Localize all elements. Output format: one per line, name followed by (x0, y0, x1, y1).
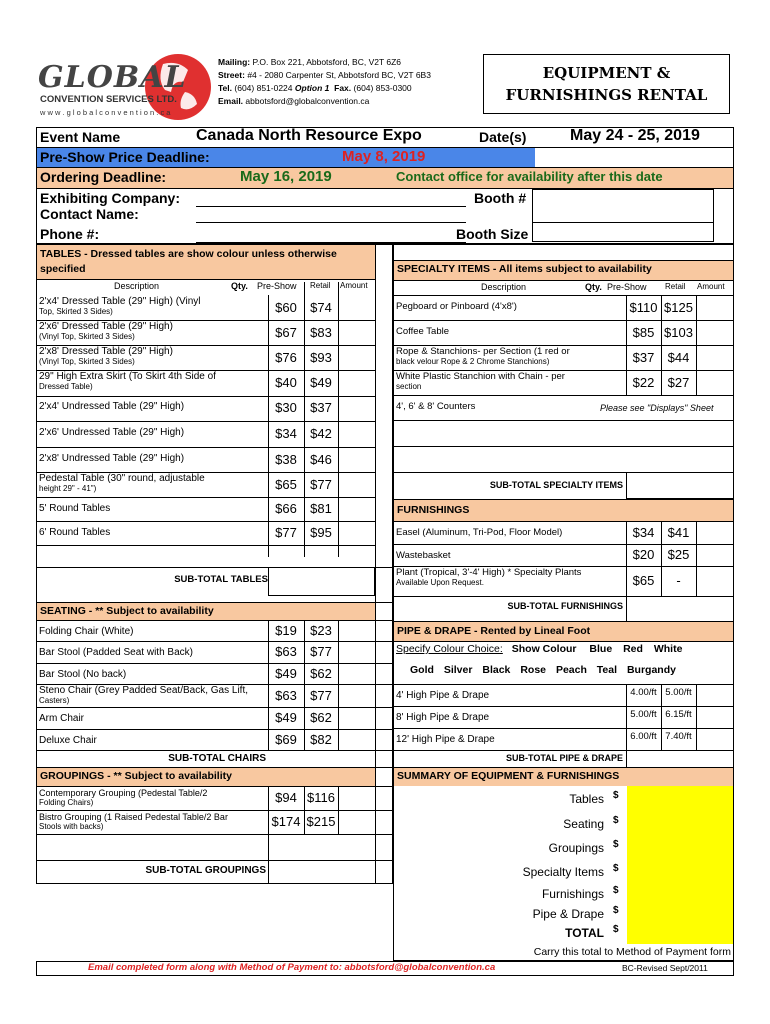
table-item-preshow-price: $34 (275, 426, 297, 441)
groupings-heading (37, 768, 375, 786)
grouping-item-amount-input[interactable] (338, 786, 375, 810)
table-item-amount-input[interactable] (338, 345, 375, 370)
col-preshow: Pre-Show (257, 281, 297, 291)
summary-row-label: Tables (569, 792, 604, 806)
pipe-item-retail-price: 6.15/ft (665, 709, 692, 720)
table-item-retail-price: $42 (310, 426, 332, 441)
ordering-label: Ordering Deadline: (40, 169, 167, 185)
seating-item-amount-input[interactable] (338, 729, 375, 750)
table-item-row (39, 454, 269, 464)
logo-url: w w w . g l o b a l c o n v e n t i o n . c a (40, 108, 171, 117)
specialty-item-retail-price: $103 (664, 324, 693, 340)
option-label: Option 1 (294, 83, 330, 93)
title-line-1: EQUIPMENT & (542, 64, 671, 82)
summary-amount-input[interactable] (627, 887, 733, 907)
colour-choice-label: Specify Colour Choice: (396, 643, 503, 655)
grouping-item-desc-2: Stools with backs) (39, 822, 104, 831)
specialty-item-desc-2: section (396, 382, 422, 391)
table-item-amount-input[interactable] (338, 395, 375, 421)
exhibiting-label: Exhibiting Company: (40, 190, 180, 206)
furnishing-item-desc: Easel (Aluminum, Tri-Pod, Floor Model) (396, 527, 563, 538)
table-item-preshow-price: $38 (275, 451, 297, 467)
specialty-item-preshow-price: $37 (632, 349, 655, 365)
event-name-label: Event Name (40, 129, 121, 145)
table-item-desc: 5' Round Tables (39, 503, 111, 514)
logo-subtitle: CONVENTION SERVICES LTD. (40, 94, 177, 105)
carry-note: Carry this total to Method of Payment form (533, 946, 731, 958)
grouping-item-desc-2: Folding Chairs) (39, 798, 94, 807)
specialty-item-amount-input[interactable] (696, 320, 734, 345)
seating-item-desc: Steno Chair (Grey Padded Seat/Back, Gas Lift, (39, 685, 248, 696)
booth-input[interactable] (532, 189, 714, 223)
table-item-preshow-price: $30 (275, 400, 297, 415)
summary-currency: $ (613, 839, 619, 850)
seating-item-desc-2: Casters) (39, 696, 70, 705)
table-item-desc: 2'x8' Dressed Table (29" High) (39, 346, 173, 357)
seating-item-retail-price: $62 (310, 710, 332, 725)
specialty-heading-text: SPECIALTY ITEMS - All items subject to availability (397, 263, 652, 275)
table-item-desc: 2'x4' Undressed Table (29" High) (39, 401, 185, 412)
grouping-item-preshow-price: $94 (275, 790, 297, 805)
pipe-heading-text: PIPE & DRAPE - Rented by Lineal Foot (397, 625, 591, 637)
table-item-retail-price: $95 (310, 525, 332, 540)
table-item-desc-2: Dressed Table) (39, 382, 93, 391)
col-qty: Qty. (231, 281, 248, 291)
furnishing-item-retail-price: - (676, 573, 681, 588)
seating-item-amount-input[interactable] (338, 684, 375, 707)
seating-heading (37, 603, 375, 620)
table-item-row (39, 297, 269, 317)
pipe-item-retail-price: 5.00/ft (665, 687, 692, 698)
tel-label: Tel. (218, 83, 233, 93)
title-box (483, 54, 730, 114)
booth-label: Booth # (474, 190, 527, 206)
grouping-item-qty-input[interactable] (230, 810, 268, 834)
specialty-subtotal-label: SUB-TOTAL SPECIALTY ITEMS (489, 480, 623, 490)
table-item-preshow-price: $66 (275, 501, 297, 516)
specialty-item-qty-input[interactable] (590, 320, 626, 345)
furnishing-item-preshow-price: $20 (632, 547, 655, 562)
table-item-desc: 2'x6' Undressed Table (29" High) (39, 427, 185, 438)
colour-teal[interactable]: Teal (596, 664, 618, 676)
furnishing-item-qty-input[interactable] (590, 566, 626, 596)
furnishing-item-qty-input[interactable] (590, 544, 626, 566)
colour-black[interactable]: Black (482, 664, 511, 676)
table-item-retail-price: $81 (310, 501, 332, 516)
specialty-item-desc: 4', 6' & 8' Counters (396, 401, 476, 412)
grouping-item-amount-input[interactable] (338, 810, 375, 834)
table-item-preshow-price: $60 (275, 299, 297, 315)
colour-blue[interactable]: Blue (589, 643, 613, 655)
tables-subtotal-input[interactable] (268, 567, 375, 596)
footer-email-note: Email completed form along with Method of Payment to: abbotsford@globalconvention.ca (88, 962, 496, 973)
seating-item-qty-input[interactable] (230, 729, 268, 750)
counters-note: Please see "Displays" Sheet (600, 403, 714, 413)
furnishing-item-preshow-price: $65 (632, 573, 655, 588)
table-item-row (39, 504, 269, 514)
mailing-address: P.O. Box 221, Abbotsford, BC, V2T 6Z6 (252, 57, 402, 67)
colour-show[interactable]: Show Colour (511, 643, 577, 655)
seating-item-retail-price: $23 (310, 622, 332, 638)
col-amount-r: Amount (697, 282, 725, 291)
summary-currency: $ (613, 863, 619, 874)
table-item-amount-input[interactable] (338, 320, 375, 345)
pipe-item-desc: 8' High Pipe & Drape (396, 712, 490, 723)
logo-word: GLOBAL (38, 60, 187, 95)
phone-label: Phone #: (40, 226, 100, 242)
colour-choice-row-2 (410, 664, 676, 676)
furnishings-heading-text: FURNISHINGS (397, 504, 470, 516)
street-label: Street: (218, 70, 245, 80)
table-item-qty-input[interactable] (190, 421, 230, 447)
seating-item-amount-input[interactable] (338, 620, 375, 641)
fax-label: Fax. (334, 83, 352, 93)
col-amount: Amount (340, 281, 368, 290)
specialty-item-preshow-price: $22 (632, 374, 655, 390)
summary-currency: $ (613, 790, 619, 801)
dates-label: Date(s) (479, 129, 527, 145)
summary-row-label: TOTAL (565, 926, 604, 940)
specialty-item-amount-input[interactable] (696, 295, 734, 320)
colour-burgandy[interactable]: Burgandy (626, 664, 676, 676)
groupings-subtotal-label: SUB-TOTAL GROUPINGS (145, 865, 266, 876)
table-item-amount-input[interactable] (338, 370, 375, 396)
grouping-item-retail-price: $116 (307, 790, 335, 805)
preshow-date: May 8, 2019 (342, 148, 426, 165)
seating-subtotal-label: SUB-TOTAL CHAIRS (168, 753, 266, 764)
table-item-desc: 29" High Extra Skirt (To Skirt 4th Side of (39, 371, 216, 382)
mailing-label: Mailing: (218, 57, 251, 67)
seating-item-preshow-price: $63 (275, 644, 297, 659)
table-item-retail-price: $74 (310, 299, 332, 315)
event-dates: May 24 - 25, 2019 (570, 127, 700, 144)
table-item-amount-input[interactable] (338, 497, 375, 521)
table-item-qty-input[interactable] (190, 345, 230, 370)
table-item-qty-input[interactable] (190, 472, 230, 497)
seating-item-desc: Bar Stool (Padded Seat with Back) (39, 647, 193, 658)
colour-peach[interactable]: Peach (555, 664, 587, 676)
col-retail: Retail (310, 281, 331, 290)
ordering-date: May 16, 2019 (240, 168, 332, 185)
grouping-item-retail-price: $215 (306, 814, 336, 829)
table-item-desc-2: height 29" - 41") (39, 484, 97, 493)
furnishing-item-amount-input[interactable] (696, 521, 734, 544)
seating-item-preshow-price: $19 (275, 622, 297, 638)
table-item-desc: 6' Round Tables (39, 527, 111, 538)
summary-row-label: Specialty Items (522, 865, 604, 879)
summary-amount-input[interactable] (627, 841, 733, 861)
table-item-qty-input[interactable] (190, 497, 230, 521)
furnishing-item-amount-input[interactable] (696, 566, 734, 596)
furnishing-item-retail-price: $41 (667, 524, 690, 540)
pipe-item-preshow-price: 4.00/ft (630, 687, 657, 698)
table-item-preshow-price: $76 (275, 349, 297, 365)
seating-item-retail-price: $77 (310, 687, 332, 703)
groupings-heading-text: GROUPINGS - ** Subject to availability (40, 770, 232, 782)
street-address: #4 - 2080 Carpenter St, Abbotsford BC, V2T 6B3 (247, 70, 431, 80)
table-item-qty-input[interactable] (190, 395, 230, 421)
seating-item-preshow-price: $69 (275, 731, 297, 747)
event-name: Canada North Resource Expo (196, 127, 422, 144)
preshow-label: Pre-Show Price Deadline: (40, 149, 210, 165)
pipe-item-amount-input[interactable] (696, 706, 734, 728)
specialty-heading (394, 260, 733, 280)
colour-choice-row (396, 643, 682, 655)
pipe-item-amount-input[interactable] (696, 684, 734, 706)
table-item-preshow-price: $65 (275, 476, 297, 492)
contact-label: Contact Name: (40, 206, 139, 222)
furnishing-item-retail-price: $25 (667, 547, 690, 562)
seating-item-desc: Deluxe Chair (39, 735, 97, 746)
seating-item-qty-input[interactable] (230, 663, 268, 684)
summary-currency: $ (613, 885, 619, 896)
specialty-item-desc: Coffee Table (396, 326, 449, 337)
specialty-subtotal-input[interactable] (626, 472, 734, 499)
col-description-r: Description (481, 282, 527, 292)
colour-red[interactable]: Red (623, 643, 643, 655)
col-retail-r: Retail (665, 282, 686, 291)
summary-currency: $ (613, 905, 619, 916)
col-preshow-r: Pre-Show (607, 282, 647, 292)
specialty-item-desc: Pegboard or Pinboard (4'x8') (396, 301, 517, 312)
seating-item-retail-price: $82 (310, 731, 332, 747)
email-address: abbotsford@globalconvention.ca (245, 96, 370, 106)
specialty-col-headers (393, 282, 734, 296)
specialty-item-desc: White Plastic Stanchion with Chain - per (396, 371, 565, 382)
table-item-retail-price: $37 (310, 400, 332, 415)
specialty-item-qty-input[interactable] (590, 345, 626, 370)
summary-amount-input[interactable] (627, 817, 733, 837)
grouping-item-qty-input[interactable] (230, 786, 268, 810)
seating-heading-text: SEATING - ** Subject to availability (40, 605, 214, 617)
booth-size-input[interactable] (532, 222, 714, 242)
summary-amount-input[interactable] (627, 865, 733, 885)
summary-currency: $ (613, 815, 619, 826)
pipe-subtotal-label: SUB-TOTAL PIPE & DRAPE (505, 753, 623, 763)
table-item-retail-price: $93 (310, 349, 332, 365)
specialty-item-retail-price: $44 (667, 349, 690, 365)
table-item-desc: 2'x6' Dressed Table (29" High) (39, 321, 173, 332)
email-label: Email. (218, 96, 244, 106)
summary-heading-text: SUMMARY OF EQUIPMENT & FURNISHINGS (397, 770, 620, 782)
pipe-item-amount-input[interactable] (696, 728, 734, 750)
seating-item-qty-input[interactable] (230, 620, 268, 641)
pipe-item-preshow-price: 5.00/ft (630, 709, 657, 720)
seating-item-amount-input[interactable] (338, 641, 375, 663)
seating-item-desc: Arm Chair (39, 713, 85, 724)
fax-number: (604) 853-0300 (353, 83, 412, 93)
specialty-item-qty-input[interactable] (590, 370, 626, 395)
table-item-desc: 2'x4' Dressed Table (29" High) (Vinyl (39, 296, 201, 307)
seating-item-desc: Bar Stool (No back) (39, 669, 127, 680)
pipe-item-qty-input[interactable] (590, 706, 626, 728)
tables-subtotal-label: SUB-TOTAL TABLES (174, 574, 268, 585)
furnishings-heading (394, 500, 733, 521)
grouping-item-preshow-price: $174 (271, 814, 301, 829)
table-item-row (39, 347, 269, 367)
summary-currency: $ (613, 924, 619, 935)
logo (38, 52, 213, 122)
summary-row-label: Furnishings (541, 887, 604, 901)
table-item-retail-price: $83 (310, 324, 332, 340)
grouping-item-desc: Contemporary Grouping (Pedestal Table/2 (39, 788, 208, 798)
seating-item-retail-price: $77 (310, 644, 332, 659)
pipe-item-retail-price: 7.40/ft (665, 731, 692, 742)
specialty-item-amount-input[interactable] (696, 370, 734, 395)
contact-office-note: Contact office for availability after this date (396, 169, 663, 184)
table-item-row (39, 322, 269, 342)
table-item-qty-input[interactable] (190, 521, 230, 545)
pipe-item-qty-input[interactable] (590, 684, 626, 706)
table-item-preshow-price: $40 (275, 375, 297, 390)
colour-rose[interactable]: Rose (520, 664, 547, 676)
table-item-qty-input[interactable] (190, 320, 230, 345)
summary-amount-input[interactable] (627, 792, 733, 812)
col-qty-r: Qty. (585, 282, 602, 292)
table-item-retail-price: $46 (310, 451, 332, 467)
address-block (218, 56, 483, 108)
tables-heading-text: TABLES - Dressed tables are show colour unless otherwise specified (40, 248, 337, 275)
booth-size-label: Booth Size (456, 226, 529, 242)
seating-item-retail-price: $62 (310, 665, 332, 681)
seating-item-preshow-price: $49 (275, 710, 297, 725)
specialty-item-desc-2: black velour Rope & 2 Chrome Stanchions) (396, 357, 550, 366)
summary-row-label: Groupings (548, 841, 604, 855)
pipe-item-preshow-price: 6.00/ft (630, 731, 657, 742)
tel-number: (604) 851-0224 (234, 83, 293, 93)
pipe-item-desc: 4' High Pipe & Drape (396, 690, 490, 701)
seating-item-amount-input[interactable] (338, 663, 375, 684)
summary-row-label: Pipe & Drape (532, 907, 604, 921)
furnishing-item-amount-input[interactable] (696, 544, 734, 566)
table-item-row (39, 474, 269, 494)
seating-item-amount-input[interactable] (338, 707, 375, 729)
colour-silver[interactable]: Silver (443, 664, 473, 676)
seating-item-preshow-price: $49 (275, 665, 297, 681)
colour-gold[interactable]: Gold (410, 664, 434, 676)
table-item-row (39, 428, 269, 438)
table-item-amount-input[interactable] (338, 447, 375, 472)
tables-col-headers (36, 281, 375, 295)
specialty-item-desc: Rope & Stanchions- per Section (1 red or (396, 346, 570, 357)
table-item-desc-2: Top, Skirted 3 Sides) (39, 307, 113, 316)
seating-item-qty-input[interactable] (230, 707, 268, 729)
pipe-item-desc: 12' High Pipe & Drape (396, 734, 495, 745)
colour-white[interactable]: White (653, 643, 683, 655)
summary-row-label: Seating (563, 817, 604, 831)
specialty-item-retail-price: $27 (667, 374, 690, 390)
table-item-qty-input[interactable] (190, 370, 230, 396)
furnishing-item-preshow-price: $34 (632, 524, 655, 540)
specialty-item-preshow-price: $85 (632, 324, 655, 340)
specialty-item-amount-input[interactable] (696, 345, 734, 370)
seating-item-desc: Folding Chair (White) (39, 626, 134, 637)
table-item-amount-input[interactable] (338, 421, 375, 447)
furnishings-subtotal-label: SUB-TOTAL FURNISHINGS (507, 601, 623, 611)
seating-item-qty-input[interactable] (230, 684, 268, 707)
furnishing-item-qty-input[interactable] (590, 521, 626, 544)
table-item-retail-price: $77 (310, 476, 332, 492)
table-item-retail-price: $49 (310, 375, 332, 390)
table-item-desc: 2'x8' Undressed Table (29" High) (39, 453, 185, 464)
furnishing-item-desc-2: Available Upon Request. (396, 578, 484, 587)
table-item-qty-input[interactable] (190, 295, 230, 320)
specialty-item-preshow-price: $110 (629, 299, 658, 315)
footer-revised: BC-Revised Sept/2011 (622, 963, 708, 973)
table-item-amount-input[interactable] (338, 521, 375, 545)
table-item-row (39, 402, 269, 412)
summary-amount-input[interactable] (627, 907, 733, 927)
furnishing-item-desc: Wastebasket (396, 550, 451, 561)
pipe-item-qty-input[interactable] (590, 728, 626, 750)
table-item-desc-2: (Vinyl Top, Skirted 3 Sides) (39, 357, 135, 366)
table-item-qty-input[interactable] (190, 447, 230, 472)
tables-heading (37, 245, 375, 279)
grouping-item-desc: Bistro Grouping (1 Raised Pedestal Table/2 Bar (39, 812, 228, 822)
furnishing-item-desc: Plant (Tropical, 3'-4' High) * Specialty Plants (396, 567, 582, 578)
seating-item-qty-input[interactable] (230, 641, 268, 663)
table-item-amount-input[interactable] (338, 295, 375, 320)
table-item-preshow-price: $77 (275, 525, 297, 540)
title-line-2: FURNISHINGS RENTAL (505, 86, 708, 104)
table-item-amount-input[interactable] (338, 472, 375, 497)
summary-heading (394, 768, 733, 786)
table-item-desc: Pedestal Table (30" round, adjustable (39, 473, 205, 484)
table-item-desc-2: (Vinyl Top, Skirted 3 Sides) (39, 332, 135, 341)
table-item-preshow-price: $67 (275, 324, 297, 340)
specialty-item-qty-input[interactable] (590, 295, 626, 320)
pipe-heading (394, 622, 733, 641)
table-item-row (39, 528, 269, 538)
seating-item-preshow-price: $63 (275, 687, 297, 703)
summary-amount-input[interactable] (627, 926, 733, 946)
table-item-row (39, 372, 269, 392)
col-description: Description (114, 281, 160, 291)
specialty-item-retail-price: $125 (664, 299, 693, 315)
